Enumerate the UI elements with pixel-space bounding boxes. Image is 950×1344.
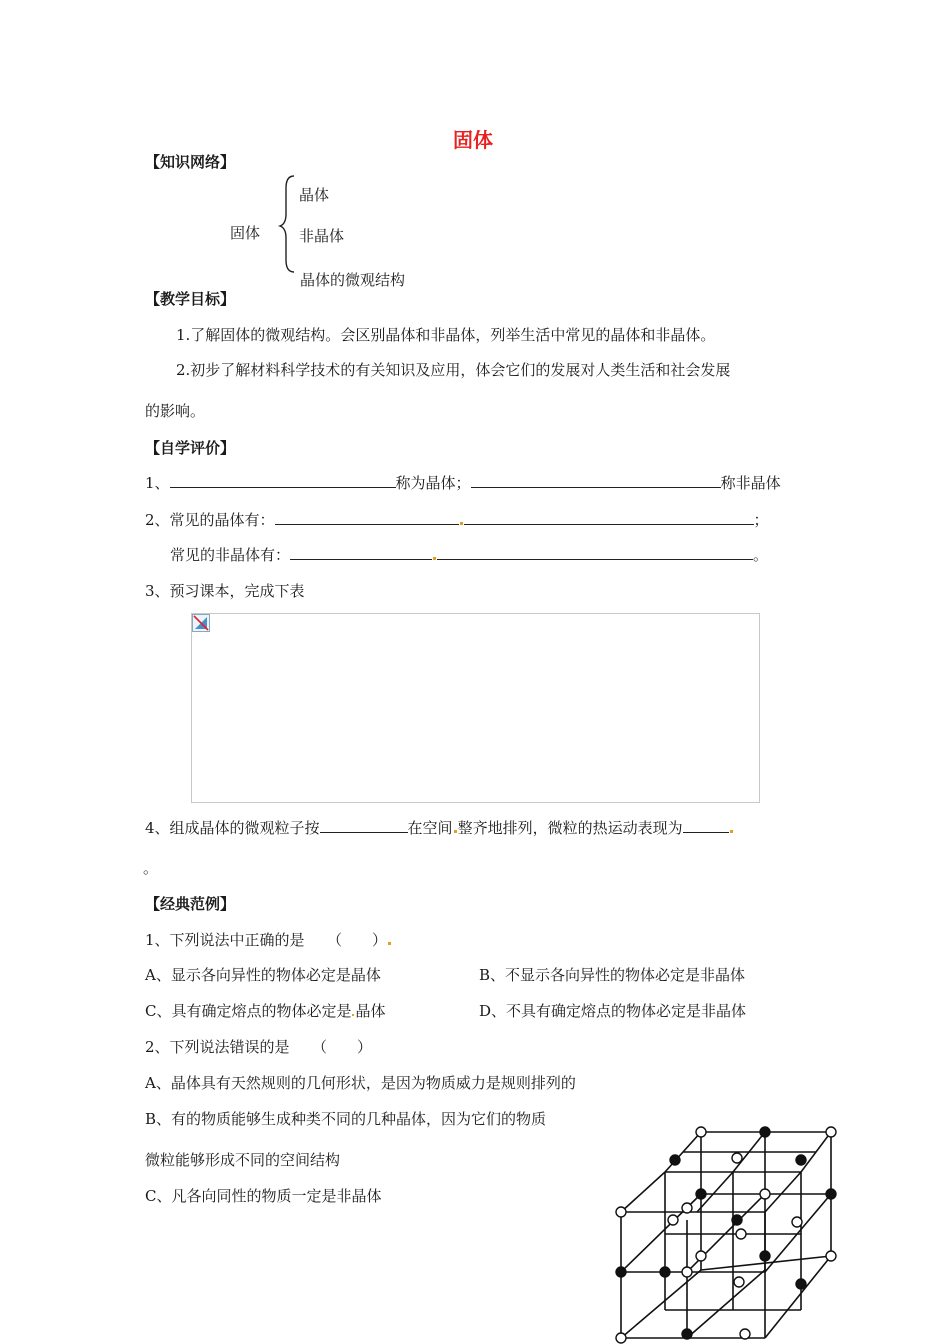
page-title: 固体	[453, 128, 493, 152]
question-4	[145, 817, 734, 838]
e2-option-c: C、凡各向同性的物质一定是非晶体	[145, 1187, 382, 1205]
mark-dot	[454, 830, 457, 833]
e1-option-d: D、不具有确定熔点的物体必定是非晶体	[479, 1002, 747, 1020]
q4-text-c: 整齐地排列，微粒的热运动表现为	[457, 819, 683, 837]
q4-text-b: 在空间	[407, 819, 453, 837]
broken-image-icon	[192, 614, 210, 632]
q2b-blank-1[interactable]	[290, 545, 432, 560]
q1-end-text: 称非晶体	[720, 474, 781, 492]
q4-text-a: 4、组成晶体的微观粒子按	[145, 819, 320, 837]
network-root: 固体	[230, 224, 261, 242]
q1-blank-2[interactable]	[471, 473, 721, 488]
e1-option-a: A、显示各向异性的物体必定是晶体	[145, 966, 381, 984]
mark-dot	[730, 830, 733, 833]
e2-option-a: A、晶体具有天然规则的几何形状，是因为物质威力是规则排列的	[145, 1074, 576, 1092]
network-branch-crystal: 晶体	[299, 186, 330, 204]
q1-mid-text: 称为晶体；	[395, 474, 471, 492]
section-examples: 【经典范例】	[145, 895, 236, 913]
table-image-placeholder	[191, 613, 760, 803]
e1-option-c	[145, 1000, 386, 1021]
question-1	[145, 472, 781, 493]
q1-number: 1、	[145, 474, 170, 492]
brace-icon	[276, 174, 300, 274]
q4-end-mark: 。	[143, 859, 159, 877]
q2b-end: 。	[753, 546, 769, 564]
q4-blank-1[interactable]	[320, 818, 408, 833]
goal-2-line1: 2.初步了解材料科学技术的有关知识及应用，体会它们的发展对人类生活和社会发展	[176, 361, 731, 379]
section-knowledge-network: 【知识网络】	[145, 153, 236, 171]
crystal-lattice-figure	[605, 1120, 845, 1344]
q2b-blank-2[interactable]	[437, 545, 753, 560]
network-branch-amorphous: 非晶体	[299, 227, 345, 245]
q1-blank-1[interactable]	[170, 473, 396, 488]
section-teaching-goals: 【教学目标】	[145, 290, 236, 308]
goal-1: 1.了解固体的微观结构。会区别晶体和非晶体，列举生活中常见的晶体和非晶体。	[176, 326, 716, 344]
q2a-blank-2[interactable]	[464, 510, 754, 525]
question-3: 3、预习课本，完成下表	[145, 582, 305, 600]
mark-dot	[388, 942, 391, 945]
q2a-end: ；	[753, 511, 769, 529]
e1-option-b: B、不显示各向异性的物体必定是非晶体	[479, 966, 746, 984]
q4-blank-2[interactable]	[683, 818, 729, 833]
e1-text: 1、下列说法中正确的是 （ ）	[145, 931, 388, 949]
q2a-label: 2、常见的晶体有：	[145, 511, 275, 529]
question-2a	[145, 509, 769, 530]
q2b-label: 常见的非晶体有：	[170, 546, 291, 564]
question-2b	[170, 544, 768, 565]
section-self-evaluation: 【自学评价】	[145, 439, 236, 457]
example-1	[145, 929, 392, 950]
network-branch-microstructure: 晶体的微观结构	[300, 271, 406, 289]
e1-c-text-1: C、具有确定熔点的物体必定是	[145, 1002, 352, 1020]
goal-2-line2: 的影响。	[145, 402, 206, 420]
e2-option-b-line2: 微粒能够形成不同的空间结构	[145, 1151, 341, 1169]
mark-dot	[460, 522, 463, 525]
e1-c-text-2: 晶体	[355, 1002, 386, 1020]
mark-dot	[433, 557, 436, 560]
q2a-blank-1[interactable]	[275, 510, 459, 525]
e2-option-b-line1: B、有的物质能够生成种类不同的几种晶体，因为它们的物质	[145, 1110, 547, 1128]
example-2: 2、下列说法错误的是 （ ）	[145, 1038, 373, 1056]
